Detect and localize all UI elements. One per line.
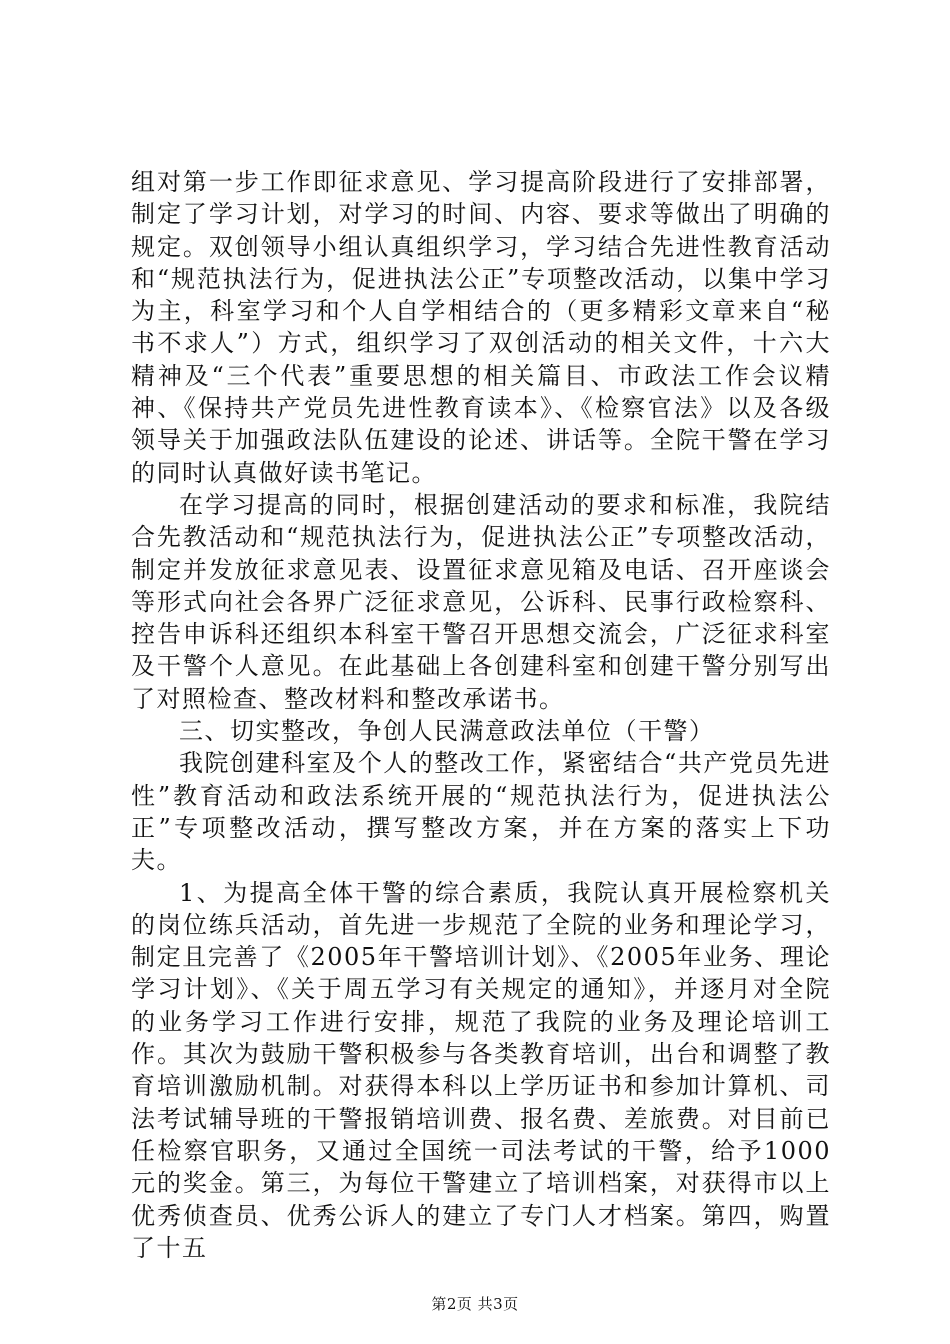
section-heading-rectification: 三、切实整改，争创人民满意政法单位（干警） (179, 717, 715, 746)
paragraph-training-measures: 1、为提高全体干警的综合素质，我院认真开展检察机关的岗位练兵活动，首先进一步规范了全院的业务和理论学习，制定且完善了《2005年干警培训计划》、《2005年业务、理论学习计划》、《关于周五学习有关规定的通知》，并逐月对全院的业务学习工作进行安排，规范了我院的业务及理论培训工作。其次为鼓励干警积极参与各类教育培训，出台和调整了教育培训激励机制。对获得本科以上学历证书和参加计算机、司法考试辅导班的干警报销培训费、报名费、差旅费。对目前已任检察官职务，又通过全国统一司法考试的干警，给予1000元的奖金。第三，为每位干警建立了培训档案，对获得市以上优秀侦查员、优秀公诉人的建立了专门人才档案。第四，购置了十五 (131, 878, 831, 1262)
paragraph-rectification-work: 我院创建科室及个人的整改工作，紧密结合“共产党员先进性”教育活动和政法系统开展的“规范执法行为，促进执法公正”专项整改活动，撰写整改方案，并在方案的落实上下功夫。 (131, 749, 831, 875)
document-body (131, 166, 831, 1264)
paragraph-solicit-opinions: 在学习提高的同时，根据创建活动的要求和标准，我院结合先教活动和“规范执法行为，促进执法公正”专项整改活动，制定并发放征求意见表、设置征求意见箱及电话、召开座谈会等形式向社会各界广泛征求意见，公诉科、民事行政检察科、控告申诉科还组织本科室干警召开思想交流会，广泛征求科室及干警个人意见。在此基础上各创建科室和创建干警分别写出了对照检查、整改材料和整改承诺书。 (131, 490, 831, 713)
paragraph-study-arrangement: 组对第一步工作即征求意见、学习提高阶段进行了安排部署，制定了学习计划，对学习的时间、内容、要求等做出了明确的规定。双创领导小组认真组织学习，学习结合先进性教育活动和“规范执法行为，促进执法公正”专项整改活动，以集中学习为主，科室学习和个人自学相结合的（更多精彩文章来自“秘书不求人”）方式，组织学习了双创活动的相关文件，十六大精神及“三个代表”重要思想的相关篇目、市政法工作会议精神、《保持共产党员先进性教育读本》、《检察官法》以及各级领导关于加强政法队伍建设的论述、讲话等。全院干警在学习的同时认真做好读书笔记。 (131, 168, 831, 487)
page-number-footer: 第2页 共3页 (431, 1295, 519, 1313)
